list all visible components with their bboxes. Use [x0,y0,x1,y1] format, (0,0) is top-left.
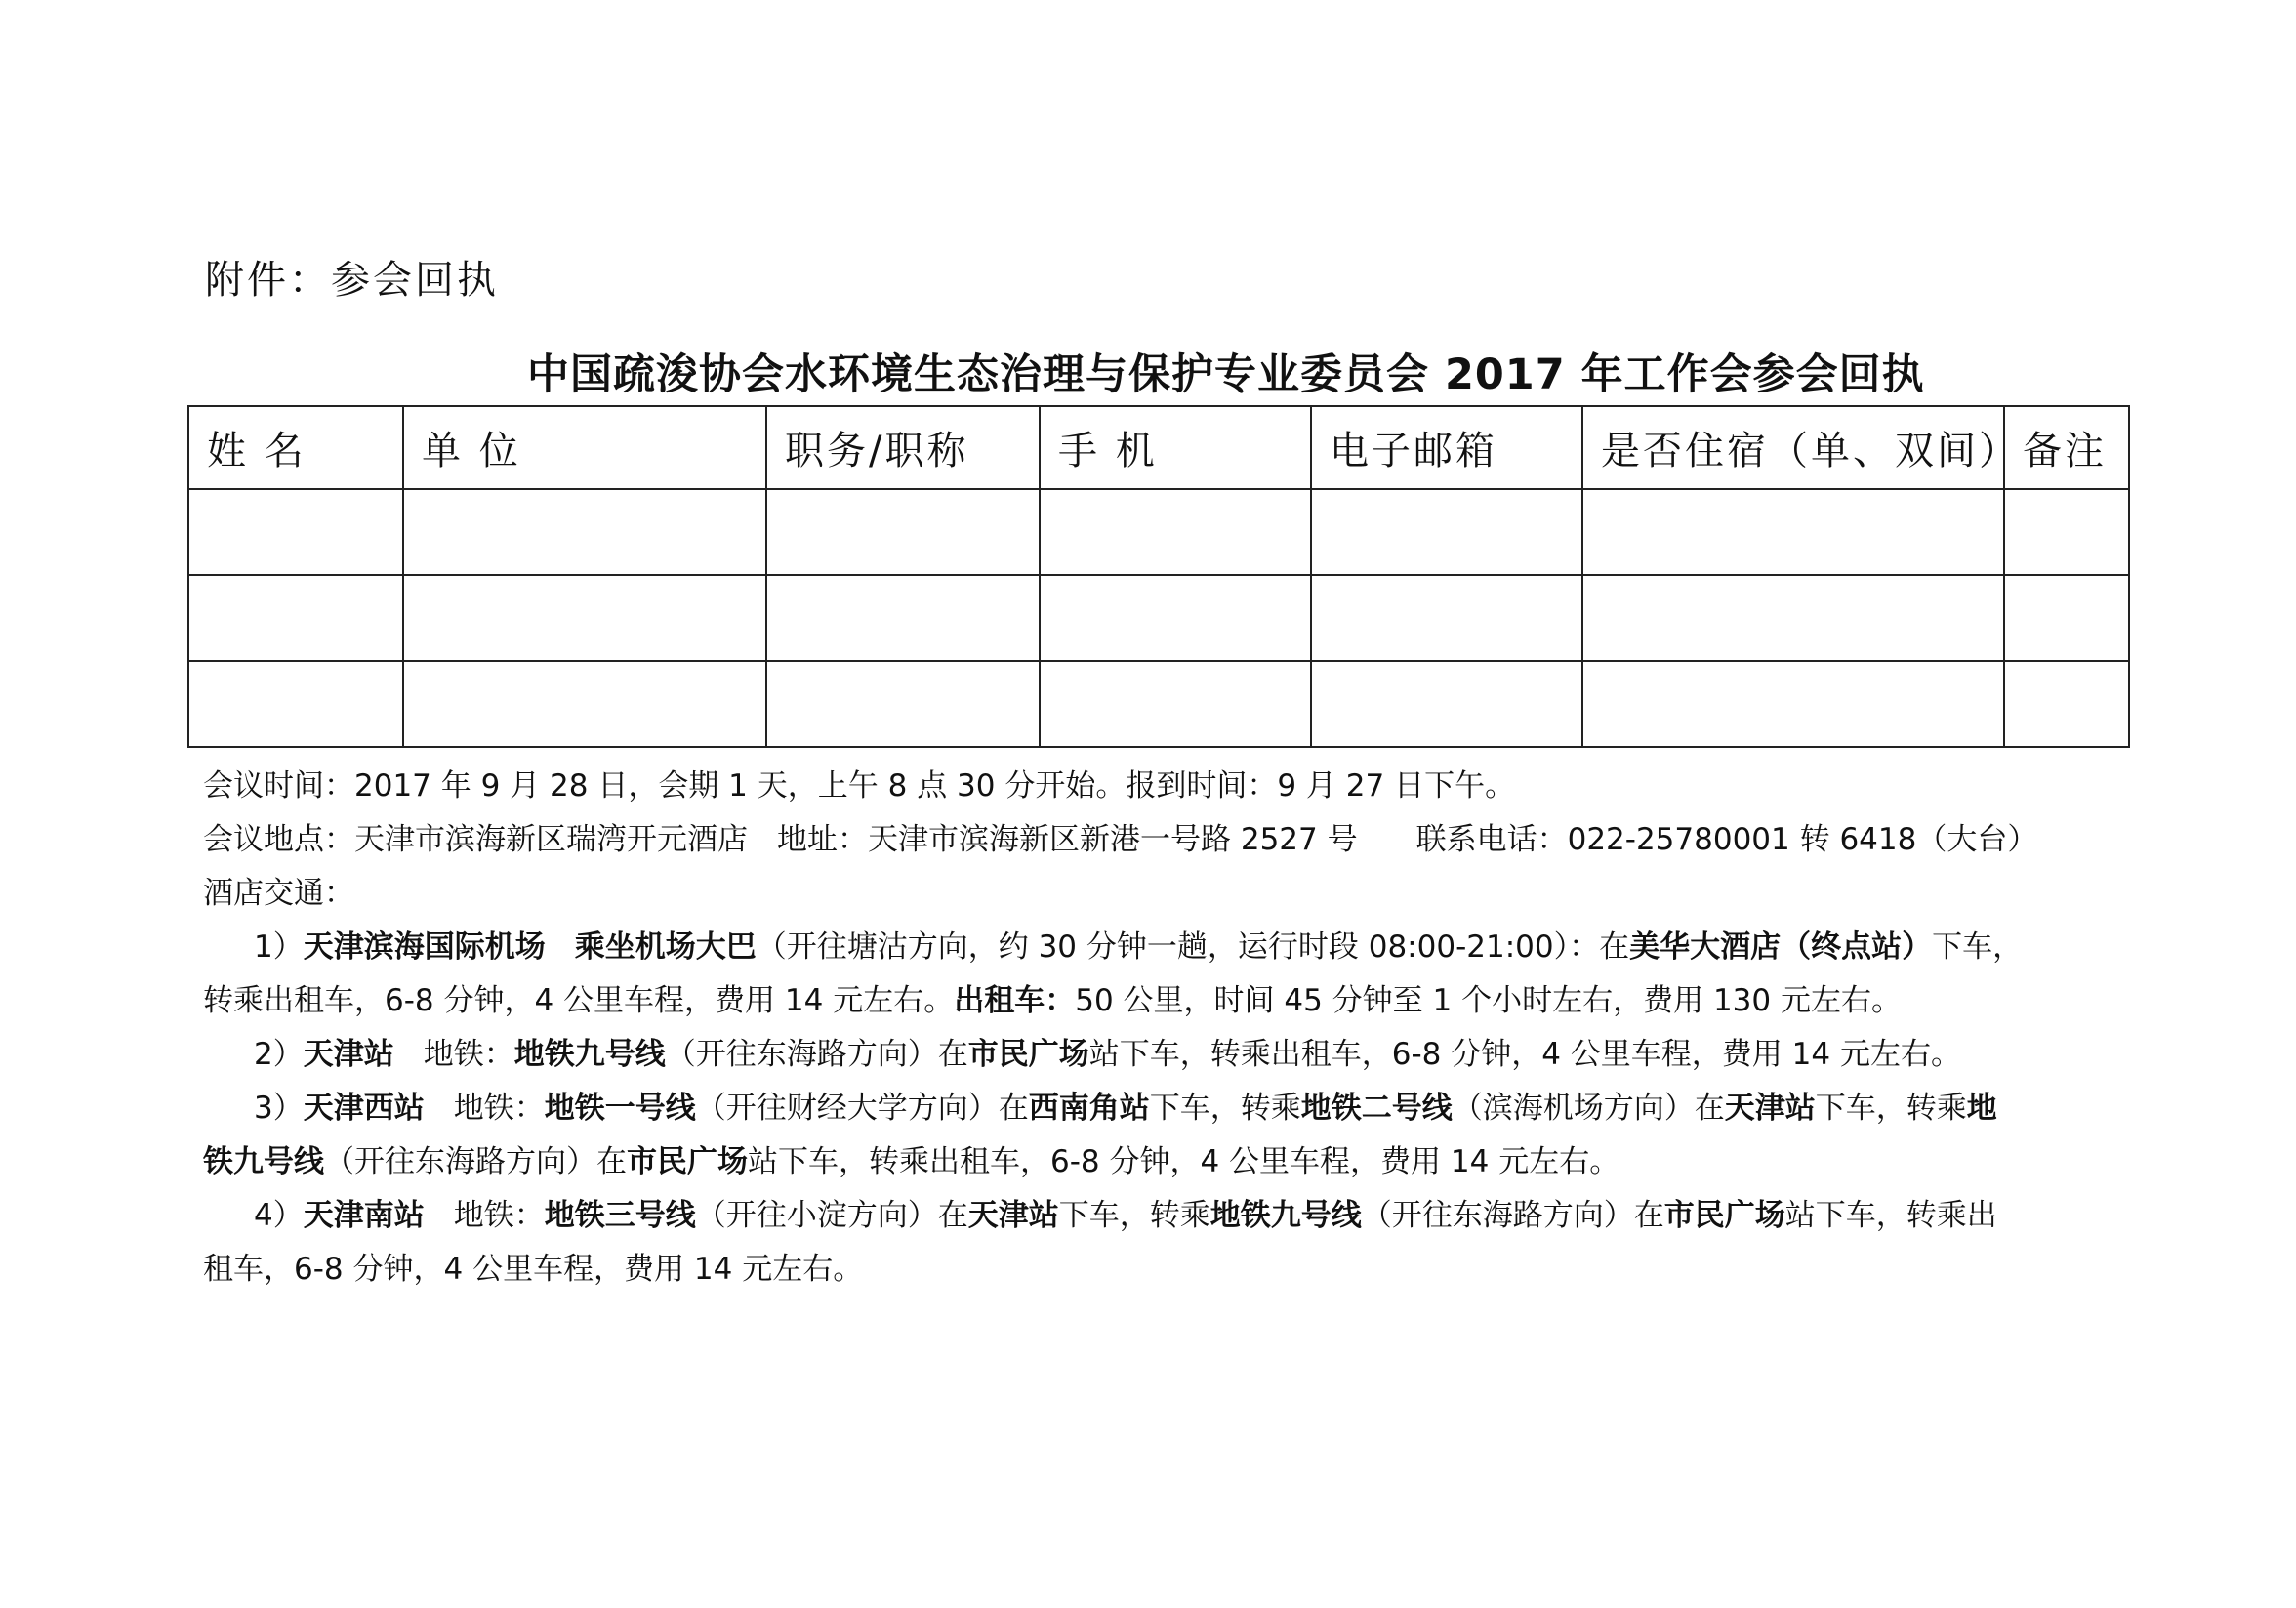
route-number: 3） [254,1091,304,1126]
attachment-label: 附件：参会回执 [205,258,499,303]
meeting-time: 会议时间：2017 年 9 月 28 日，会期 1 天，上午 8 点 30 分开始。报到时间：9 月 27 日下午。 [203,768,1516,804]
header-unit: 单 位 [403,406,766,489]
route-mode: 出租车： [954,983,1076,1018]
route-line: 地铁一号线 [544,1091,696,1126]
route-origin: 天津站 [303,1037,394,1072]
cell-unit[interactable] [403,489,766,575]
route-text: 站下车，转乘出 [1784,1198,1997,1233]
route-origin: 天津南站 [303,1198,425,1233]
cell-email[interactable] [1311,489,1582,575]
cell-unit[interactable] [403,575,766,661]
route-stop: 市民广场 [1663,1198,1785,1233]
route-text: （开往财经大学方向）在 [695,1091,1029,1126]
route-tianjin-station [203,1028,2146,1082]
cell-position[interactable] [766,489,1040,575]
cell-name[interactable] [188,575,403,661]
table-header-row [188,406,2129,489]
route-text: 转乘出租车，6-8 分钟，4 公里车程，费用 14 元左右。 [203,983,955,1018]
cell-mobile[interactable] [1040,489,1311,575]
route-text: 50 公里，时间 45 分钟至 1 个小时左右，费用 130 元左右。 [1075,983,1902,1018]
route-stop: 美华大酒店（终点站） [1629,929,1933,965]
route-number: 2） [254,1037,304,1072]
cell-name[interactable] [188,661,403,747]
cell-mobile[interactable] [1040,575,1311,661]
registration-table [187,405,2130,748]
route-text: 下车， [1932,929,2024,965]
route-line: 地铁二号线 [1300,1091,1453,1126]
route-text: 租车，6-8 分钟，4 公里车程，费用 14 元左右。 [203,1252,864,1287]
cell-email[interactable] [1311,575,1582,661]
route-mode: 乘坐机场大巴 [574,929,757,965]
transport-label: 酒店交通： [203,876,354,911]
cell-name[interactable] [188,489,403,575]
route-stop: 天津站 [1724,1091,1816,1126]
route-stop: 市民广场 [627,1144,748,1179]
cell-remarks[interactable] [2004,489,2129,575]
route-text: 地铁： [453,1091,545,1126]
table-row [188,489,2129,575]
route-tianjin-south [203,1189,2146,1297]
route-text: （开往东海路方向）在 [1361,1198,1664,1233]
form-title: 中国疏浚协会水环境生态治理与保护专业委员会 2017 年工作会参会回执 [527,350,1925,399]
route-text: 下车，转乘 [1149,1091,1301,1126]
meeting-venue: 会议地点：天津市滨海新区瑞湾开元酒店 [203,822,748,857]
route-line: 地铁九号线 [1210,1198,1362,1233]
route-text: （开往小淀方向）在 [695,1198,968,1233]
meeting-address: 地址：天津市滨海新区新港一号路 2527 号 [777,822,1358,857]
route-text: （开往东海路方向）在 [324,1144,627,1179]
route-number: 1） [254,929,304,965]
route-line: 铁九号线 [203,1144,324,1179]
header-position: 职务/职称 [766,406,1040,489]
cell-accommodation[interactable] [1582,489,2004,575]
route-text: 站下车，转乘出租车，6-8 分钟，4 公里车程，费用 14 元左右。 [748,1144,1620,1179]
table-row [188,661,2129,747]
meeting-location-line [203,813,2146,867]
cell-remarks[interactable] [2004,575,2129,661]
route-stop: 西南角站 [1028,1091,1150,1126]
route-line: 地铁三号线 [544,1198,696,1233]
cell-email[interactable] [1311,661,1582,747]
header-email: 电子邮箱 [1311,406,1582,489]
header-mobile: 手 机 [1040,406,1311,489]
route-line: 地铁九号线 [513,1037,666,1072]
route-origin: 天津西站 [303,1091,425,1126]
route-airport [203,921,2146,1028]
cell-remarks[interactable] [2004,661,2129,747]
route-text: （开往塘沽方向，约 30 分钟一趟，运行时段 08:00-21:00）：在 [756,929,1630,965]
route-text: 站下车，转乘出租车，6-8 分钟，4 公里车程，费用 14 元左右。 [1088,1037,1961,1072]
cell-accommodation[interactable] [1582,575,2004,661]
table-row [188,575,2129,661]
route-text: （开往东海路方向）在 [665,1037,968,1072]
cell-unit[interactable] [403,661,766,747]
header-name: 姓 名 [188,406,403,489]
route-tianjin-west [203,1082,2146,1189]
route-origin: 天津滨海国际机场 [303,929,546,965]
header-accommodation: 是否住宿（单、双间） [1582,406,2004,489]
route-text: 地铁： [453,1198,545,1233]
route-text: 地铁： [423,1037,514,1072]
route-stop: 市民广场 [967,1037,1089,1072]
cell-position[interactable] [766,661,1040,747]
route-stop: 天津站 [967,1198,1059,1233]
route-text: 下车，转乘 [1815,1091,1967,1126]
cell-accommodation[interactable] [1582,661,2004,747]
route-text: 下车，转乘 [1058,1198,1210,1233]
meeting-phone: 联系电话：022-25780001 转 6418（大台） [1415,822,2038,857]
meeting-notes [203,760,2146,1297]
route-line: 地 [1966,1091,1997,1126]
route-text: （滨海机场方向）在 [1452,1091,1725,1126]
cell-mobile[interactable] [1040,661,1311,747]
route-number: 4） [254,1198,304,1233]
cell-position[interactable] [766,575,1040,661]
header-remarks: 备注 [2004,406,2129,489]
